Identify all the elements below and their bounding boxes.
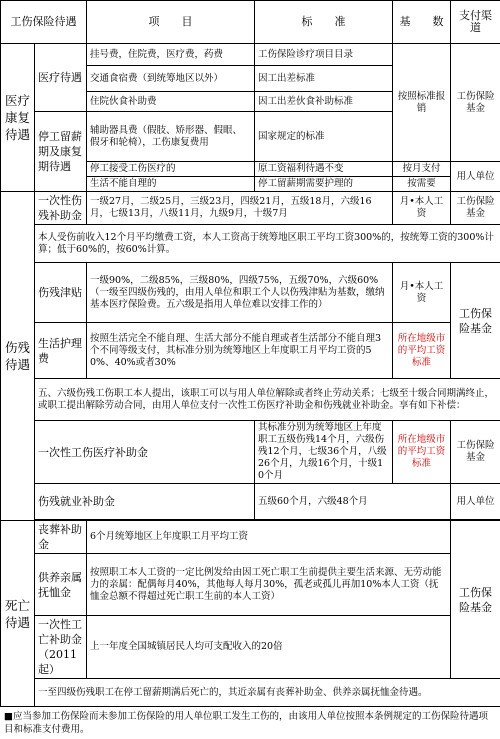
- suspension-label: 停工留薪期及康复期待遇: [35, 112, 87, 192]
- footnote: ■应当参加工伤保险而未参加工伤保险的用人单位职工发生工伤的，由该用人单位按照本条例规定的工伤保险待遇项目和标准支付费用。: [0, 707, 500, 739]
- table-row: [1, 616, 500, 679]
- disability-allowance-base: 月•本人工资: [393, 263, 451, 323]
- table-row: [1, 679, 500, 707]
- lump-sum-disability-standard: 一级27月，二级25月，三级23月，四级21月，五级18月，六级16月，七级13月，八级11月，九级9月，十级7月: [87, 192, 393, 225]
- table-row: [1, 44, 500, 66]
- medical-subsidy-base: 所在地级市的平均工资标准: [393, 421, 451, 484]
- disability-allowance-channel: 工伤保险基金: [451, 263, 500, 379]
- employment-subsidy-channel: 用人单位: [451, 484, 500, 520]
- suspension-base-2: 按月支付: [393, 162, 451, 177]
- disability-allowance-standard: 一级90%，二级85%，三级80%，四级75%，五级70%，六级60%（一级至四级伤残的，由用人单位和职工个人以伤残津贴为基数，缴纳基本医疗保险费。五六级是指用人单位难以安排工作的）: [87, 263, 393, 323]
- header-standard: 标 准: [255, 1, 393, 44]
- death-channel: 工伤保险基金: [451, 521, 500, 679]
- header-channel: 支付渠道: [451, 1, 500, 44]
- suspension-base-3: 按需要: [393, 177, 451, 192]
- section-death-title: 死亡待遇: [1, 521, 35, 707]
- wage-note: 本人受伤前收入12个月平均缴费工资，本人工资高于统筹地区职工平均工资300%的，按统筹工资的300%计算；低于60%的，按60%计算。: [35, 225, 500, 263]
- employment-subsidy-standard: 五级60个月，六级48个月: [255, 484, 451, 520]
- suspension-standard-2: 原工资福利待遇不变: [255, 162, 393, 177]
- care-fee-base: 所在地级市的平均工资标准: [393, 323, 451, 379]
- header-item: 项 目: [87, 1, 255, 44]
- medical-item-2: 交通食宿费（到统筹地区以外）: [87, 66, 255, 92]
- suspension-standard-1: 国家规定的标准: [255, 112, 393, 162]
- table-row: [1, 521, 500, 554]
- medical-base: 按照标准报销: [393, 44, 451, 162]
- medical-standard-3: 因工出差伙食补助标准: [255, 92, 393, 112]
- level-note: 五、六级伤残工伤职工本人提出，该职工可以与用人单位解除或者终止劳动关系；七级至十级合同期满终止，或职工提出解除劳动合同，由用人单位支付一次性工伤医疗补助金和伤残就业补助金。享有如下补偿：: [35, 379, 500, 421]
- medical-standard-1: 工伤保险诊疗项目目录: [255, 44, 393, 66]
- care-fee-label: 生活护理费: [35, 323, 87, 379]
- medical-item-1: 挂号费，住院费，医疗费，药费: [87, 44, 255, 66]
- medical-subsidy-channel: 工伤保险基金: [451, 421, 500, 484]
- table-row: [1, 379, 500, 421]
- suspension-item-1: 辅助器具费（假肢、矫形器、假眼、假牙和轮椅），工伤康复费用: [87, 112, 255, 162]
- funeral-standard: 6个月统筹地区上年度职工月平均工资: [87, 521, 451, 554]
- lump-sum-death-label: 一次性工亡补助金（2011起）: [35, 616, 87, 679]
- section-disability-title: 伤残待遇: [1, 192, 35, 521]
- table-row: [1, 484, 500, 520]
- lump-sum-disability-label: 一次性伤残补助金: [35, 192, 87, 225]
- lump-sum-disability-channel: 工伤保险基金: [451, 192, 500, 225]
- table-row: [1, 554, 500, 616]
- medical-subsidy-label: 一次性工伤医疗补助金: [35, 421, 255, 484]
- care-fee-standard: 按照生活完全不能自理、生活大部分不能自理或者生活部分不能自理3个不同等级支付，其标准分别为统筹地区上年度职工月平均工资的50%、40%或者30%: [87, 323, 393, 379]
- medical-channel: 工伤保险基金: [451, 44, 500, 162]
- suspension-item-3: 生活不能自理的: [87, 177, 255, 192]
- section-medical-title: 医疗康复待遇: [1, 44, 35, 192]
- pension-label: 供养亲属抚恤金: [35, 554, 87, 616]
- medical-item-3: 住院伙食补助费: [87, 92, 255, 112]
- table-row: [1, 192, 500, 225]
- medical-standard-2: 因工出差标准: [255, 66, 393, 92]
- table-row: [1, 263, 500, 323]
- lump-sum-death-standard: 上一年度全国城镇居民人均可支配收入的20倍: [87, 616, 451, 679]
- table-row: [1, 323, 500, 379]
- suspension-standard-3: 停工留薪期需要护理的: [255, 177, 393, 192]
- pension-standard: 按照职工本人工资的一定比例发给由因工死亡职工生前提供主要生活来源、无劳动能力的亲属：配偶每月40%，其他每人每月30%，孤老或孤儿再加10%本人工资（抚恤金总额不得超过死亡职工生前的本人工资）: [87, 554, 451, 616]
- suspension-item-2: 停工接受工伤医疗的: [87, 162, 255, 177]
- table-row: [1, 225, 500, 263]
- suspension-channel: 用人单位: [451, 162, 500, 192]
- header-base: 基 数: [393, 1, 451, 44]
- medical-subsidy-standard: 其标准分别为统筹地区上年度职工五级伤残14个月，六级伤残12个月，七级36个月，八级26个月，九级16个月，十级10个月: [255, 421, 393, 484]
- medical-label: 医疗待遇: [35, 44, 87, 112]
- death-note: 一至四级伤残职工在停工留薪期满后死亡的，其近亲属有丧葬补助金、供养亲属抚恤金待遇。: [35, 679, 500, 707]
- lump-sum-disability-base: 月•本人工资: [393, 192, 451, 225]
- employment-subsidy-label: 伤残就业补助金: [35, 484, 255, 520]
- disability-allowance-label: 伤残津贴: [35, 263, 87, 323]
- funeral-label: 丧葬补助金: [35, 521, 87, 554]
- header-category: 工伤保险待遇: [1, 1, 87, 44]
- table-row: [1, 421, 500, 484]
- header-row: [1, 1, 500, 44]
